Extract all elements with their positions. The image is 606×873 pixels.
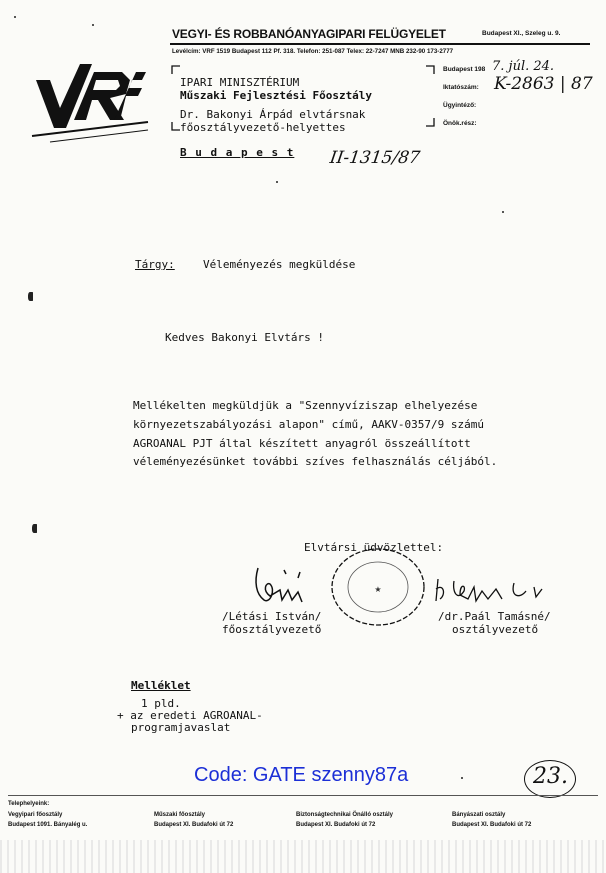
attachment-heading: Melléklet xyxy=(131,679,191,692)
body-line: környezetszabályozási alapon" című, AAKV-0357/9 számú xyxy=(133,418,484,431)
your-ref-label: Önök.rész: xyxy=(443,120,477,127)
recipient-line1: IPARI MINISZTÉRIUM xyxy=(180,76,300,89)
scan-mark xyxy=(32,524,37,533)
org-address: Budapest XI., Szeleg u. 9. xyxy=(482,30,561,37)
date-label: Budapest 198 xyxy=(443,66,486,73)
svg-text:★: ★ xyxy=(374,585,382,594)
footer-col1-line2: Budapest 1091. Bányalég u. xyxy=(8,822,88,828)
org-name: VEGYI- ÉS ROBBANÓANYAGIPARI FELÜGYELET xyxy=(172,27,446,41)
footer-col4-title: Bányászati osztály xyxy=(452,812,506,818)
scan-noise-band xyxy=(0,840,606,873)
subject-text: Véleményezés megküldése xyxy=(203,258,356,271)
official-stamp xyxy=(326,544,430,630)
footer-col1-title: Telephelyeink: xyxy=(8,801,50,807)
salutation: Kedves Bakonyi Elvtárs ! xyxy=(165,331,324,344)
body-line: véleményezésünket további szíves felhasználás céljából. xyxy=(133,455,498,468)
footer-col2-line1: Budapest XI. Budafoki út 72 xyxy=(154,822,234,828)
subject-label: Tárgy: xyxy=(135,258,175,271)
scan-mark xyxy=(28,292,33,301)
body-line: Mellékelten megküldjük a "Szennyvíziszap elhelyezése xyxy=(133,399,478,412)
right-signer-title: osztályvezető xyxy=(452,623,539,636)
meta-bracket xyxy=(424,64,436,130)
footer-col2-title: Műszaki főosztály xyxy=(154,812,206,818)
ref-value: K-2863 | 87 xyxy=(494,74,593,94)
scan-mark xyxy=(276,181,278,183)
date-value: 7. júl. 24. xyxy=(492,59,555,74)
recipient-city: B u d a p e s t xyxy=(180,146,295,159)
scan-mark xyxy=(461,777,463,779)
footer-col3-line1: Budapest XI. Budafoki út 72 xyxy=(296,822,376,828)
header-rule xyxy=(170,43,590,45)
scan-mark xyxy=(92,24,94,26)
left-signer-name: /Létási István/ xyxy=(222,610,322,623)
ref-label: Iktatószám: xyxy=(443,84,479,91)
admin-label: Ügyintéző: xyxy=(443,102,477,109)
page-number: 23. xyxy=(533,764,568,789)
attachment-line1: 1 pld. xyxy=(141,697,181,710)
attachment-line3: programjavaslat xyxy=(131,721,231,734)
recipient-line4: főosztályvezető-helyettes xyxy=(180,121,346,134)
code-label: Code: GATE szenny87a xyxy=(194,764,409,786)
footer-col3-title: Biztonságtechnikai Önálló osztály xyxy=(296,812,394,818)
footer-col1-line1: Vegyipari főosztály xyxy=(8,812,63,818)
handwritten-ref: II-1315/87 xyxy=(328,148,422,168)
right-signer-name: /dr.Paál Tamásné/ xyxy=(438,610,551,623)
scan-mark xyxy=(502,211,504,213)
vrf-logo xyxy=(30,50,150,145)
contact-line: Levélcím: VRF 1519 Budapest 112 Pf. 318. Telefon: 251-087 Telex: 22-7247 MNB 232-90 173-2777 xyxy=(172,48,454,55)
right-signature xyxy=(430,573,570,608)
closing: Elvtársi üdvözlettel: xyxy=(304,541,444,554)
scan-mark xyxy=(14,16,16,18)
body-line: AGROANAL PJT által készített anyagról összeállított xyxy=(133,437,471,450)
footer-rule xyxy=(8,795,598,796)
attachment-line2: + az eredeti AGROANAL- xyxy=(117,709,263,722)
recipient-line2: Műszaki Fejlesztési Főosztály xyxy=(180,89,373,102)
left-signer-title: főosztályvezető xyxy=(222,623,322,636)
recipient-line3: Dr. Bakonyi Árpád elvtársnak xyxy=(180,108,366,121)
left-signature xyxy=(240,560,340,610)
footer-col4-line1: Budapest XI. Budafoki út 72 xyxy=(452,822,532,828)
